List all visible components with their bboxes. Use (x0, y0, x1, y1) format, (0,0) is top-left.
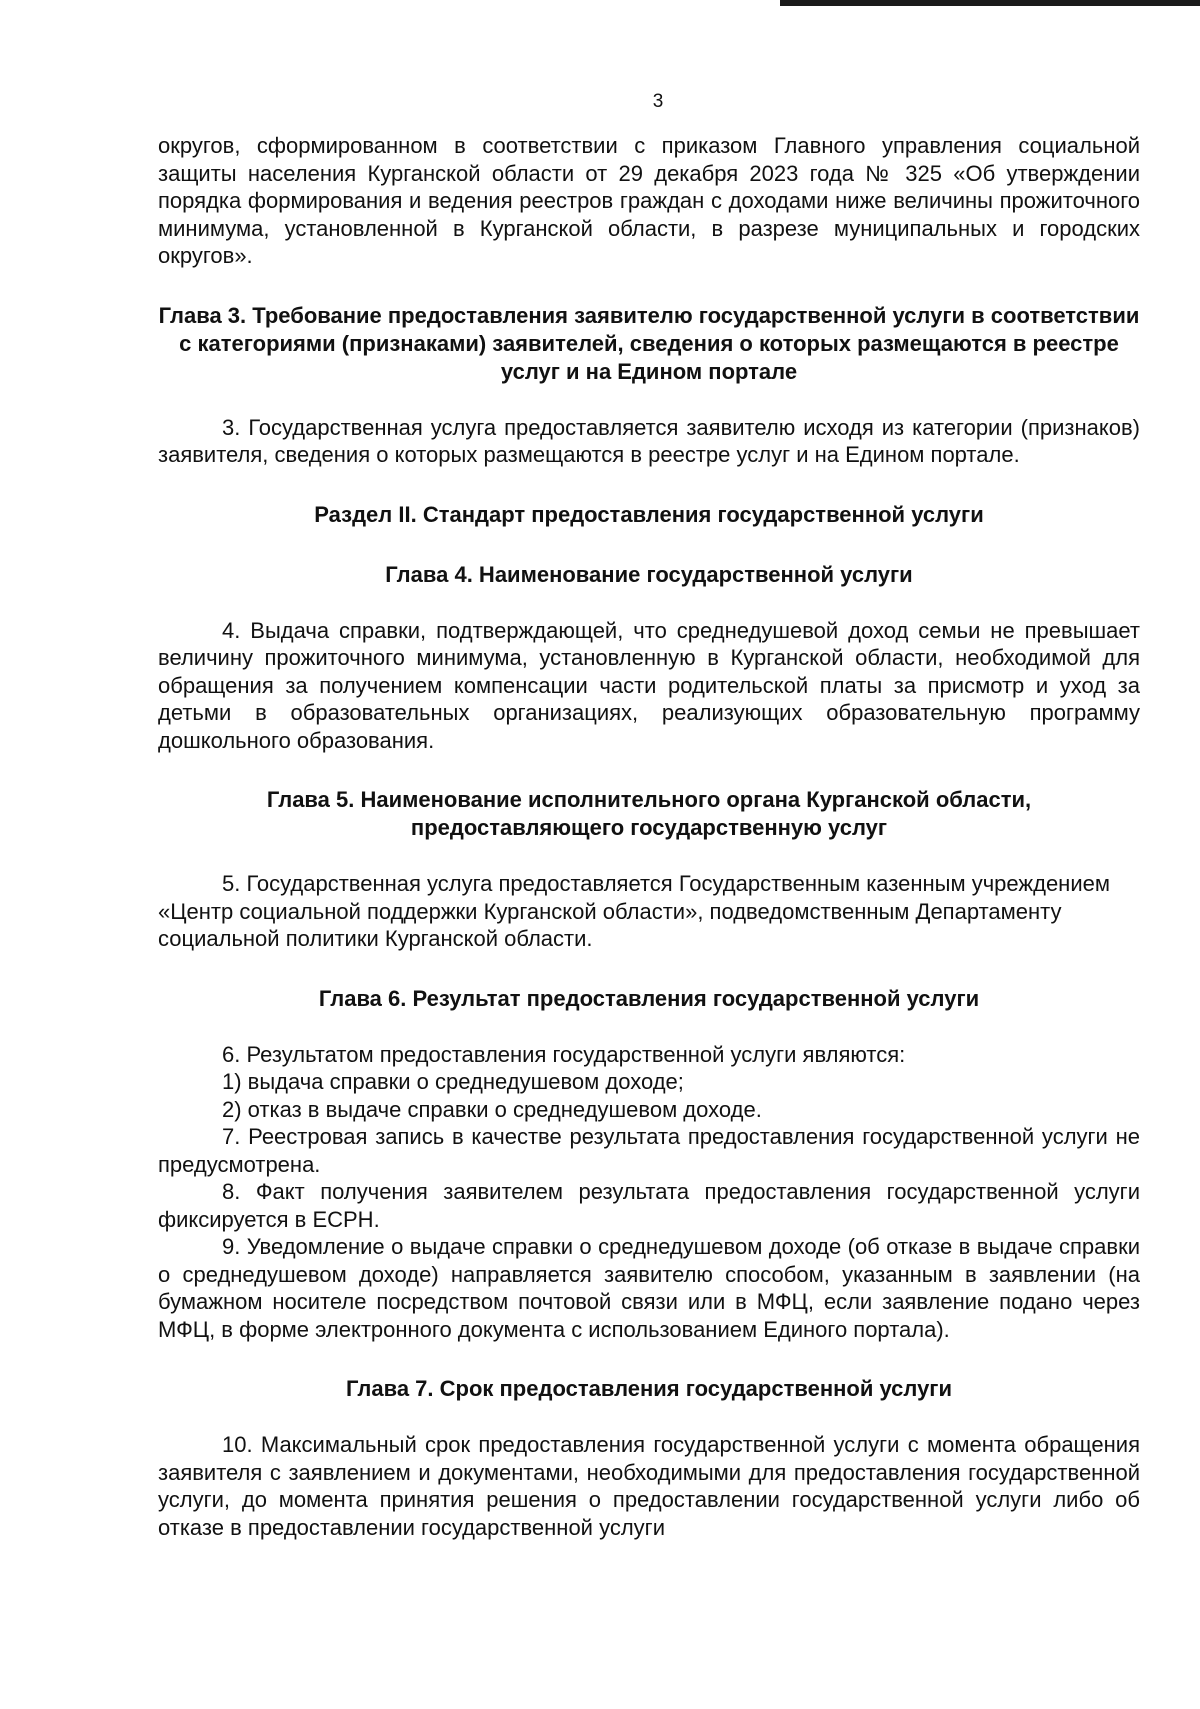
heading-section-2: Раздел II. Стандарт предоставления государственной услуги (314, 501, 984, 527)
paragraph-item-6-1: 1) выдача справки о среднедушевом доходе; (222, 1069, 684, 1094)
heading-chapter-6: Глава 6. Результат предоставления государственной услуги (318, 985, 980, 1011)
paragraph-item-6: 6. Результатом предоставления государственной услуги являются: (222, 1041, 906, 1067)
paragraph-continuation: округов, сформированном в соответствии с приказом Главного управления социальной защиты населения Курганской области от 29 декабря 2023 года № 325 «Об утверждении порядка формирования и ведения реестров граждан с доходами ниже величины прожиточного минимума, установленной в Курганской области, в разрезе муниципальных и городских округов». (158, 133, 1140, 268)
scan-edge-mark (780, 0, 1200, 6)
paragraph-item-10: 10. Максимальный срок предоставления государственной услуги с момента обращения заявителя с заявлением и документами, необходимыми для предоставления государственной услуги, до момента принятия решения о предоставлении государственной услуги либо об отказе в предоставлении государственной услуги (158, 1432, 1140, 1540)
heading-chapter-7: Глава 7. Срок предоставления государственной услуги (346, 1376, 952, 1401)
paragraph-item-8: 8. Факт получения заявителем результата предоставления государственной услуги фиксируется в ЕСРН. (158, 1179, 1140, 1232)
heading-chapter-4: Глава 4. Наименование государственной услуги (385, 561, 913, 587)
paragraph-item-4: 4. Выдача справки, подтверждающей, что среднедушевой доход семьи не превышает величину прожиточного минимума, установленную в Курганской области, необходимой для обращения за получением компенсации части родительской платы за присмотр и уход за детьми в образовательных организациях, реализующих образовательную программу дошкольного образования. (158, 617, 1140, 753)
paragraph-item-6-2: 2) отказ в выдаче справки о среднедушевом доходе. (222, 1096, 762, 1122)
document-page (158, 88, 1140, 1541)
paragraph-item-5: 5. Государственная услуга предоставляется Государственным казенным учреждением «Центр социальной поддержки Курганской области», подведомственным Департаменту социальной политики Курганской области. (158, 871, 1110, 951)
heading-chapter-3: Глава 3. Требование предоставления заявителю государственной услуги в соответствии с категориями (признаками) заявителей, сведения о которых размещаются в реестре услуг и на Едином портале (158, 302, 1140, 384)
paragraph-item-9: 9. Уведомление о выдаче справки о среднедушевом доходе (об отказе в выдаче справки о среднедушевом доходе) направляется заявителю способом, указанным в заявлении (на бумажном носителе посредством почтовой связи или в МФЦ, если заявление подано через МФЦ, в форме электронного документа с использованием Единого портала). (158, 1234, 1140, 1342)
paragraph-item-3: 3. Государственная услуга предоставляется заявителю исходя из категории (признаков) заявителя, сведения о которых размещаются в реестре услуг и на Едином портале. (158, 414, 1140, 467)
heading-chapter-5: Глава 5. Наименование исполнительного органа Курганской области, предоставляющего государственную услуг (266, 787, 1032, 840)
page-number: 3 (652, 91, 664, 112)
paragraph-item-7: 7. Реестровая запись в качестве результата предоставления государственной услуги не предусмотрена. (158, 1124, 1140, 1177)
